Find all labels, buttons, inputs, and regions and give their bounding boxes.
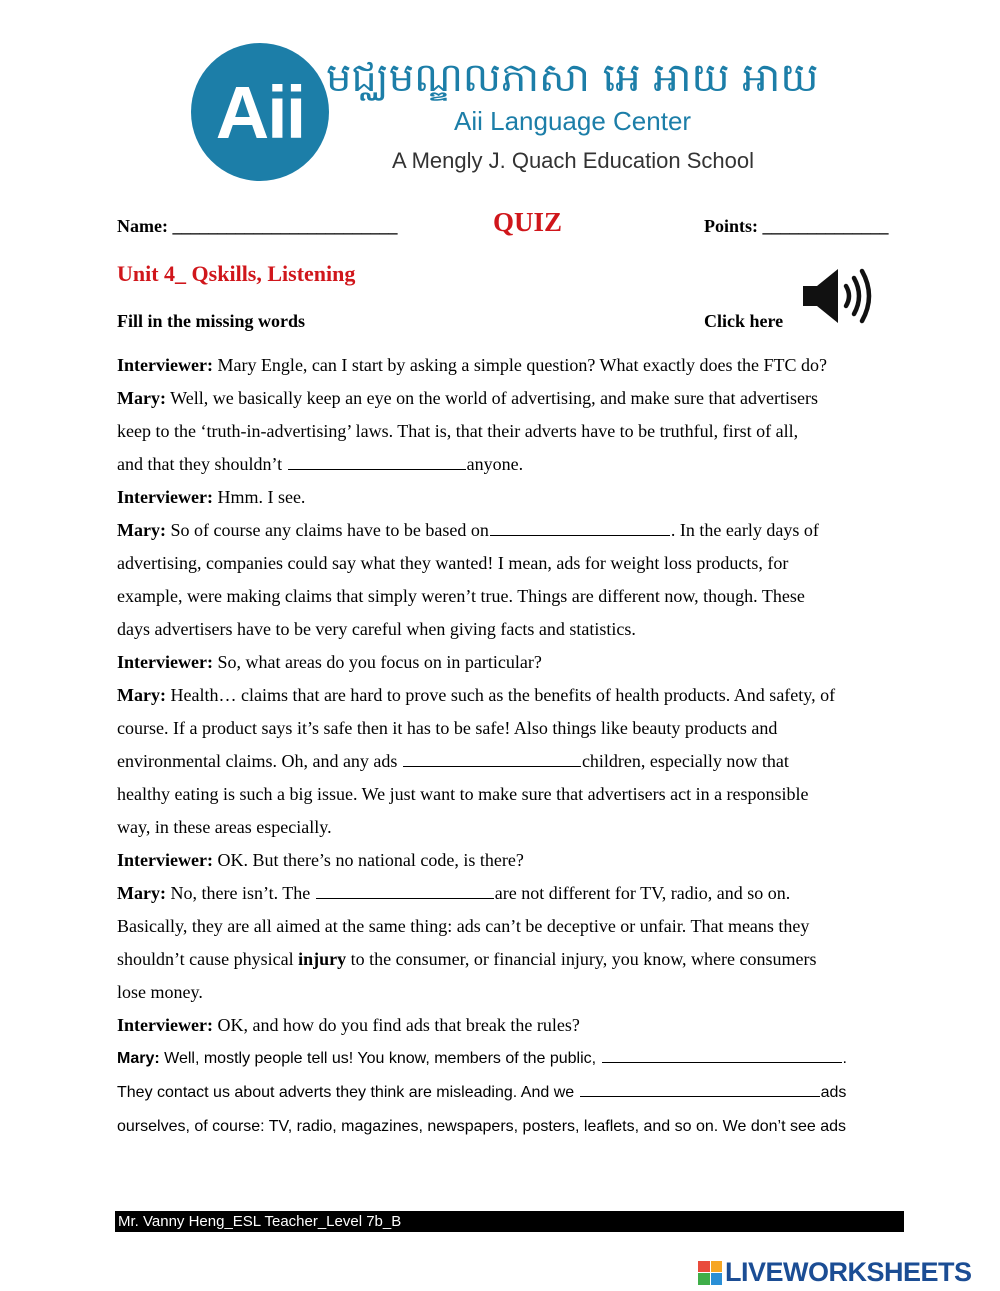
transcript-line: ourselves, of course: TV, radio, magazines, newspapers, posters, leaflets, and so on. We don’t see ads: [117, 1118, 846, 1135]
transcript-line: keep to the ‘truth-in-advertising’ laws. That is, that their adverts have to be truthful, first of all,: [117, 421, 799, 441]
transcript-line: Interviewer: OK. But there’s no national code, is there?: [117, 850, 524, 870]
transcript-line: Interviewer: Mary Engle, can I start by asking a simple question? What exactly does the FTC do?: [117, 355, 827, 375]
school-name-khmer: មជ្ឈមណ្ឌលភាសា អេ អាយ អាយ: [326, 55, 819, 101]
transcript-line: advertising, companies could say what they wanted! I mean, ads for weight loss products, for: [117, 553, 789, 573]
blank-input-5[interactable]: [602, 1046, 842, 1063]
transcript-line: Interviewer: Hmm. I see.: [117, 487, 306, 507]
transcript-line: Mary: Well, mostly people tell us! You know, members of the public, .: [117, 1042, 907, 1076]
transcript-line: healthy eating is such a big issue. We just want to make sure that advertisers act in a responsible: [117, 784, 809, 804]
school-tagline: A Mengly J. Quach Education School: [392, 148, 754, 173]
logo-mark: Aii: [215, 70, 305, 154]
transcript-line: days advertisers have to be very careful when giving facts and statistics.: [117, 619, 636, 639]
instruction: Fill in the missing words: [117, 311, 306, 331]
blank-input-2[interactable]: [490, 519, 670, 536]
liveworksheets-cube-icon: [698, 1261, 722, 1285]
transcript-line: They contact us about adverts they think are misleading. And we ads: [117, 1076, 907, 1110]
footer-credit: Mr. Vanny Heng_ESL Teacher_Level 7b_B: [115, 1211, 904, 1232]
blank-input-1[interactable]: [288, 453, 466, 470]
points-field[interactable]: Points: ______________: [704, 216, 889, 236]
transcript-line: course. If a product says it’s safe then it has to be safe! Also things like beauty products and: [117, 718, 778, 738]
quiz-title: QUIZ: [493, 207, 563, 237]
play-audio-link[interactable]: Click here: [704, 311, 784, 331]
transcript-line: Interviewer: OK, and how do you find ads that break the rules?: [117, 1015, 580, 1035]
school-name: Aii Language Center: [454, 106, 692, 136]
transcript: [117, 349, 907, 1144]
transcript-line: example, were making claims that simply weren’t true. Things are different now, though. These: [117, 586, 805, 606]
transcript-line: Mary: Well, we basically keep an eye on the world of advertising, and make sure that advertisers: [117, 388, 818, 408]
unit-title: Unit 4_ Qskills, Listening: [117, 261, 356, 286]
name-field[interactable]: Name: _________________________: [117, 216, 398, 236]
liveworksheets-brand: LIVEWORKSHEETS: [725, 1257, 972, 1287]
blank-input-6[interactable]: [580, 1080, 820, 1097]
transcript-line: shouldn’t cause physical injury to the consumer, or financial injury, you know, where consumers: [117, 949, 817, 969]
transcript-line: Mary: Health… claims that are hard to prove such as the benefits of health products. And safety, of: [117, 685, 836, 705]
transcript-line: and that they shouldn’t anyone.: [117, 454, 524, 474]
school-logo: [191, 43, 329, 181]
transcript-line: Mary: No, there isn’t. The are not different for TV, radio, and so on.: [117, 883, 791, 903]
speaker-icon[interactable]: [800, 266, 875, 326]
blank-input-4[interactable]: [316, 882, 494, 899]
liveworksheets-logo[interactable]: [698, 1257, 972, 1288]
transcript-line: Interviewer: So, what areas do you focus on in particular?: [117, 652, 542, 672]
transcript-line: way, in these areas especially.: [117, 817, 332, 837]
transcript-line: environmental claims. Oh, and any ads children, especially now that: [117, 751, 789, 771]
blank-input-3[interactable]: [403, 750, 581, 767]
transcript-line: Mary: So of course any claims have to be based on . In the early days of: [117, 520, 819, 540]
transcript-line: lose money.: [117, 982, 203, 1002]
transcript-line: Basically, they are all aimed at the same thing: ads can’t be deceptive or unfair. That means they: [117, 916, 810, 936]
